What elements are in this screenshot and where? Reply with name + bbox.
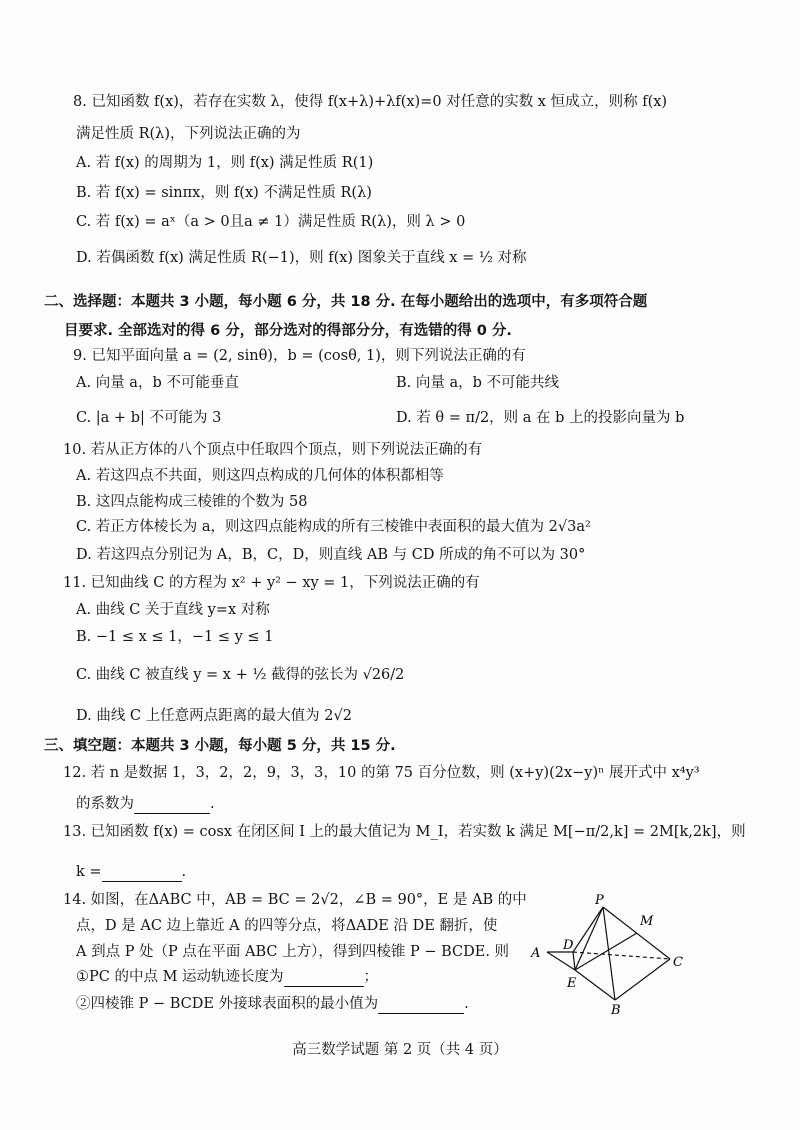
edge-DC: [573, 952, 670, 959]
edge-PE: [575, 907, 603, 970]
q14-part2-text: ②四棱锥 P − BCDE 外接球表面积的最小值为: [76, 996, 379, 1012]
q8-stem-line2: 满足性质 R(λ)，下列说法正确的为: [76, 126, 301, 142]
q14-line5: [76, 994, 469, 1014]
section2-heading-line1: 二、选择题：本题共 3 小题，每小题 6 分，共 18 分. 在每小题给出的选项中，有多项符合题: [44, 294, 648, 310]
page-footer: 高三数学试题 第 2 页（共 4 页）: [292, 1042, 508, 1058]
q10-stem: 10. 若从正方体的八个顶点中任取四个顶点，则下列说法正确的有: [63, 442, 483, 458]
label-D: D: [563, 938, 574, 953]
edge-PB: [603, 907, 615, 1000]
label-B: B: [611, 1003, 621, 1018]
label-E: E: [567, 976, 577, 991]
q8-option-d: D. 若偶函数 f(x) 满足性质 R(−1)，则 f(x) 图象关于直线 x = ½ 对称: [76, 250, 527, 266]
q13-line2-text: k =: [76, 864, 102, 880]
q9-option-c: C. |a + b| 不可能为 3: [76, 410, 222, 426]
q12-line2: [76, 794, 215, 814]
q12-line1: 12. 若 n 是数据 1，3，2，2，9，3，3，10 的第 75 百分位数，则 (x+y)(2x−y)ⁿ 展开式中 x⁴y³: [63, 765, 700, 781]
q11-option-a: A. 曲线 C 关于直线 y=x 对称: [76, 602, 270, 618]
edge-EB: [575, 970, 615, 1000]
edge-DE: [573, 952, 575, 970]
q11-option-b: B. −1 ≤ x ≤ 1，−1 ≤ y ≤ 1: [76, 629, 274, 645]
q12-line2-text: 的系数为: [76, 796, 134, 812]
q13-answer-blank[interactable]: [102, 867, 182, 882]
q9-option-b: B. 向量 a，b 不可能共线: [396, 375, 560, 391]
q12-line2-end: .: [210, 796, 215, 812]
edge-BC: [615, 959, 670, 1000]
q12-answer-blank[interactable]: [134, 799, 210, 814]
q10-option-a: A. 若这四点不共面，则这四点构成的几何体的体积都相等: [76, 468, 444, 484]
q11-option-c: C. 曲线 C 被直线 y = x + ½ 截得的弦长为 √26/2: [76, 667, 405, 683]
segment-ME: [575, 933, 637, 970]
q11-stem: 11. 已知曲线 C 的方程为 x² + y² − xy = 1，下列说法正确的有: [63, 575, 480, 591]
q14-part1-text: ①PC 的中点 M 运动轨迹长度为: [76, 969, 284, 985]
label-A: A: [531, 946, 541, 961]
label-P: P: [595, 893, 604, 908]
pyramid-figure: [525, 890, 695, 1020]
q8-option-b: B. 若 f(x) = sinπx，则 f(x) 不满足性质 R(λ): [76, 185, 372, 201]
edge-PD: [573, 907, 603, 952]
q10-option-c: C. 若正方体棱长为 a，则这四点能构成的所有三棱锥中表面积的最大值为 2√3a²: [76, 519, 591, 535]
q9-option-d: D. 若 θ = π/2，则 a 在 b 上的投影向量为 b: [396, 410, 685, 426]
section3-heading: 三、填空题：本题共 3 小题，每小题 5 分，共 15 分.: [44, 738, 396, 754]
q14-part2-blank[interactable]: [378, 999, 464, 1014]
q8-option-c: C. 若 f(x) = aˣ（a > 0且a ≠ 1）满足性质 R(λ)，则 λ > 0: [76, 214, 466, 230]
q14-part2-end: .: [464, 996, 469, 1012]
edge-AE: [547, 952, 575, 970]
q9-stem: 9. 已知平面向量 a = (2, sinθ)，b = (cosθ, 1)，则下列说法正确的有: [73, 348, 526, 364]
label-C: C: [673, 955, 683, 970]
q14-line1: 14. 如图，在ΔABC 中，AB = BC = 2√2，∠B = 90°，E 是 AB 的中: [63, 892, 527, 908]
q9-option-a: A. 向量 a，b 不可能垂直: [76, 375, 239, 391]
q8-stem-line1: 8. 已知函数 f(x)，若存在实数 λ，使得 f(x+λ)+λf(x)=0 对任意的实数 x 恒成立，则称 f(x): [73, 94, 668, 110]
q14-line3: A 到点 P 处（P 点在平面 ABC 上方），得到四棱锥 P − BCDE. 则: [76, 944, 510, 960]
q11-option-d: D. 曲线 C 上任意两点距离的最大值为 2√2: [76, 708, 352, 724]
label-M: M: [640, 914, 654, 929]
q13-line2-end: .: [181, 864, 187, 880]
q14-part1-blank[interactable]: [284, 972, 364, 987]
q14-line2: 点，D 是 AC 边上靠近 A 的四等分点，将ΔADE 沿 DE 翻折，使: [76, 918, 498, 934]
q10-option-b: B. 这四点能构成三棱锥的个数为 58: [76, 494, 308, 510]
section2-heading-line2: 目要求. 全部选对的得 6 分，部分选对的得部分分，有选错的得 0 分.: [64, 323, 512, 339]
q13-line2: [76, 862, 186, 882]
q14-part1-end: ；: [363, 969, 379, 985]
q10-option-d: D. 若这四点分别记为 A，B，C，D，则直线 AB 与 CD 所成的角不可以为 30°: [76, 547, 586, 563]
q13-line1: 13. 已知函数 f(x) = cosx 在闭区间 I 上的最大值记为 M_I，若实数 k 满足 M[−π/2,k] = 2M[k,2k]，则: [63, 824, 746, 840]
q8-option-a: A. 若 f(x) 的周期为 1，则 f(x) 满足性质 R(1): [76, 155, 374, 171]
q14-line4: [76, 967, 378, 987]
